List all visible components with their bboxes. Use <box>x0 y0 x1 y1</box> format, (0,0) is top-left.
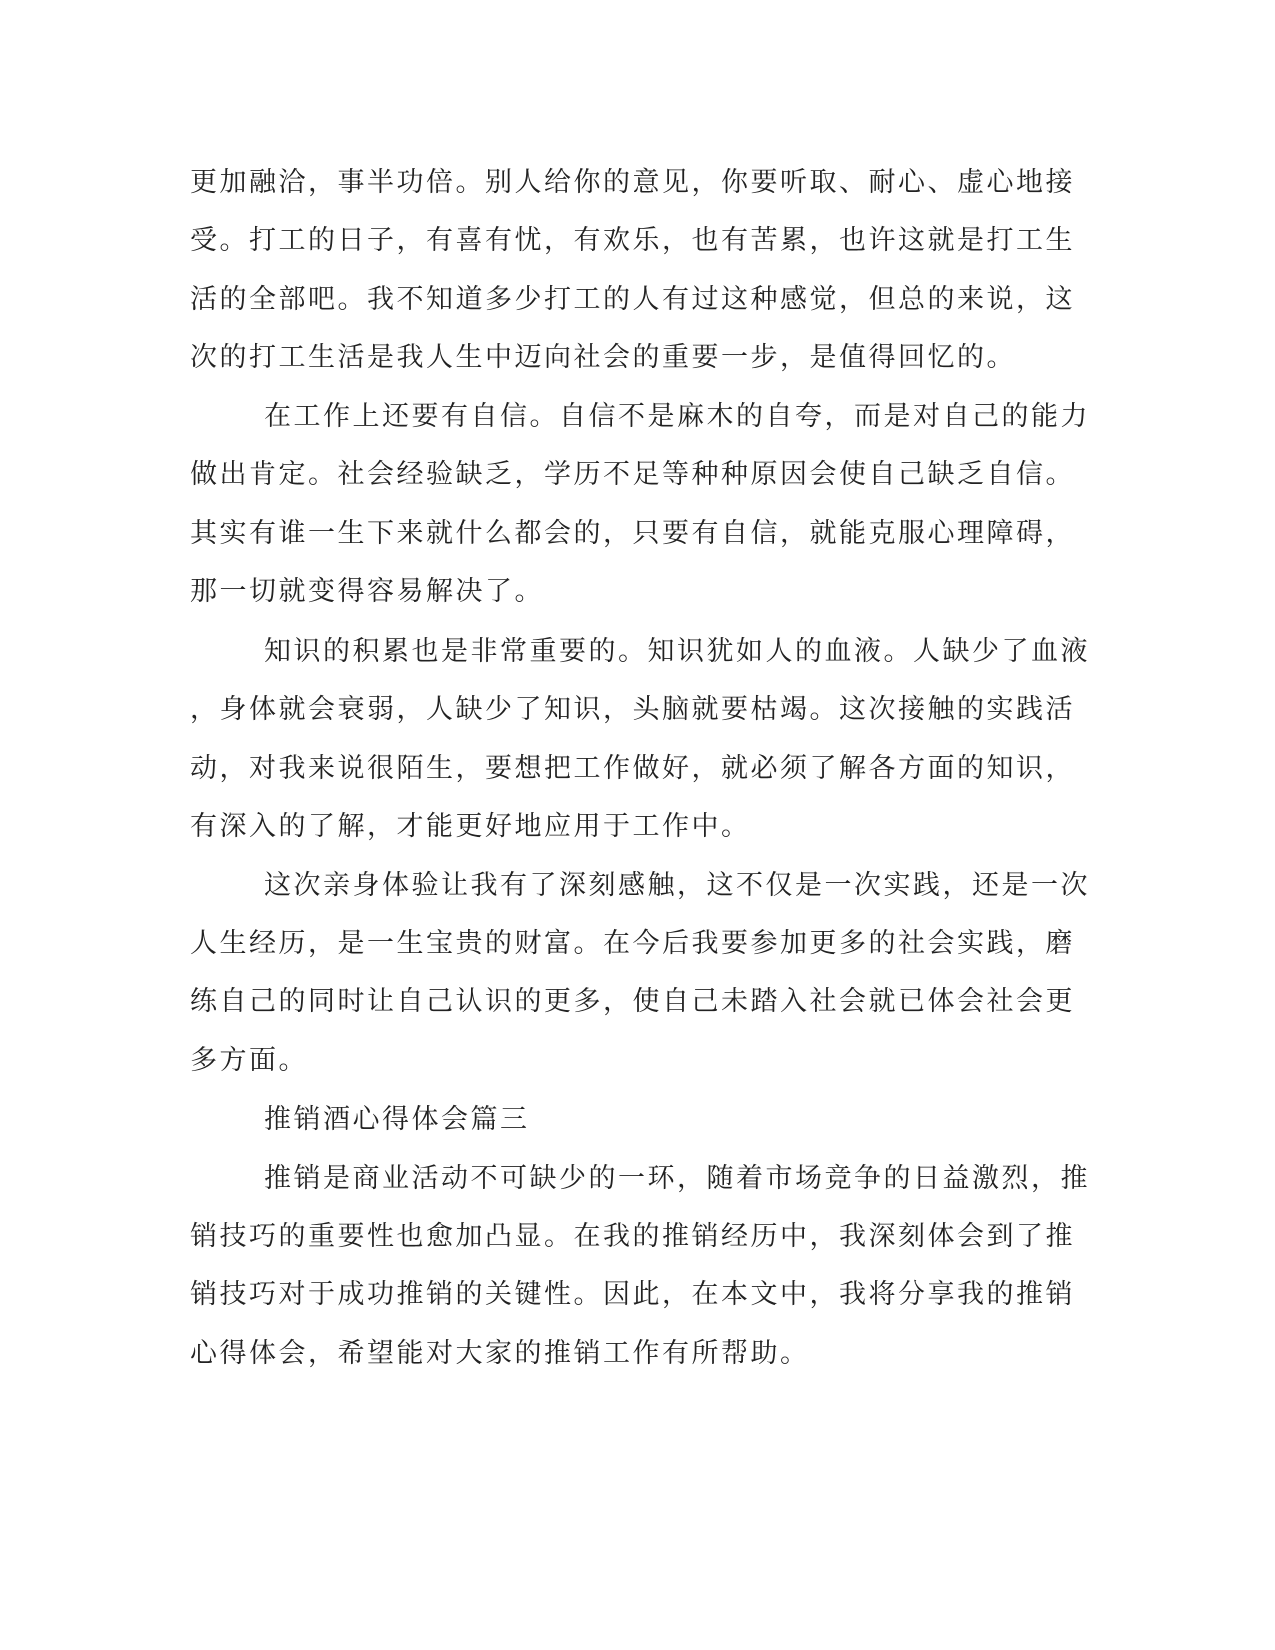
paragraph-line: 销技巧的重要性也愈加凸显。在我的推销经历中，我深刻体会到了推 <box>190 1221 1075 1252</box>
paragraph-line: 多方面。 <box>190 1045 308 1076</box>
paragraph-line: 在工作上还要有自信。自信不是麻木的自夸，而是对自己的能力 <box>264 401 1090 432</box>
paragraph-line: 推销是商业活动不可缺少的一环，随着市场竞争的日益激烈，推 <box>264 1163 1090 1194</box>
paragraph-line: ，身体就会衰弱，人缺少了知识，头脑就要枯竭。这次接触的实践活 <box>190 694 1075 725</box>
paragraph-line: 更加融洽，事半功倍。别人给你的意见，你要听取、耐心、虚心地接 <box>190 167 1075 198</box>
paragraph-line: 心得体会，希望能对大家的推销工作有所帮助。 <box>190 1338 810 1369</box>
paragraph-line: 其实有谁一生下来就什么都会的，只要有自信，就能克服心理障碍， <box>190 518 1075 549</box>
paragraph-line: 动，对我来说很陌生，要想把工作做好，就必须了解各方面的知识， <box>190 753 1075 784</box>
paragraph-line: 销技巧对于成功推销的关键性。因此，在本文中，我将分享我的推销 <box>190 1279 1075 1310</box>
section-heading: 推销酒心得体会篇三 <box>264 1104 530 1135</box>
paragraph-line: 这次亲身体验让我有了深刻感触，这不仅是一次实践，还是一次 <box>264 870 1090 901</box>
paragraph-line: 练自己的同时让自己认识的更多，使自己未踏入社会就已体会社会更 <box>190 986 1075 1017</box>
paragraph-line: 那一切就变得容易解决了。 <box>190 576 544 607</box>
paragraph-line: 次的打工生活是我人生中迈向社会的重要一步，是值得回忆的。 <box>190 342 1016 373</box>
paragraph-line: 知识的积累也是非常重要的。知识犹如人的血液。人缺少了血液 <box>264 636 1090 667</box>
paragraph-line: 人生经历，是一生宝贵的财富。在今后我要参加更多的社会实践，磨 <box>190 928 1075 959</box>
paragraph-line: 活的全部吧。我不知道多少打工的人有过这种感觉，但总的来说，这 <box>190 284 1075 315</box>
paragraph-line: 有深入的了解，才能更好地应用于工作中。 <box>190 811 751 842</box>
paragraph-line: 做出肯定。社会经验缺乏，学历不足等种种原因会使自己缺乏自信。 <box>190 459 1075 490</box>
paragraph-line: 受。打工的日子，有喜有忧，有欢乐，也有苦累，也许这就是打工生 <box>190 225 1075 256</box>
